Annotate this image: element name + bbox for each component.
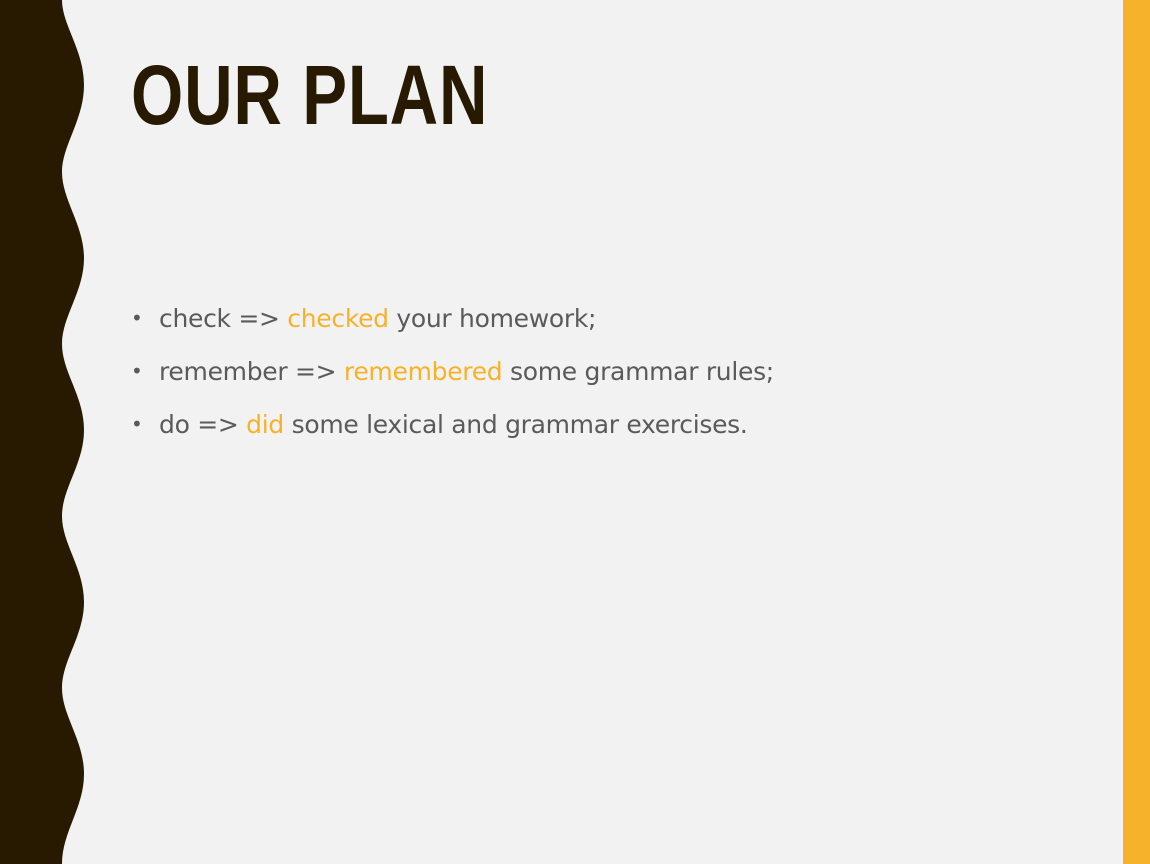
bullet-dot-icon: • bbox=[131, 306, 143, 330]
bullet-list bbox=[131, 292, 774, 451]
right-accent-bar bbox=[1123, 0, 1150, 864]
bullet-text-before: do => bbox=[159, 410, 247, 439]
wave-shape bbox=[0, 0, 84, 864]
bullet-text-after: your homework; bbox=[388, 304, 597, 333]
bullet-item bbox=[131, 292, 774, 345]
bullet-dot-icon: • bbox=[131, 412, 143, 436]
bullet-highlight: did bbox=[246, 410, 284, 439]
bullet-highlight: checked bbox=[287, 304, 389, 333]
bullet-text-after: some lexical and grammar exercises. bbox=[283, 410, 748, 439]
bullet-item bbox=[131, 345, 774, 398]
bullet-text-before: check => bbox=[159, 304, 288, 333]
bullet-highlight: remembered bbox=[343, 357, 503, 386]
bullet-dot-icon: • bbox=[131, 359, 143, 383]
bullet-item bbox=[131, 398, 774, 451]
bullet-text-before: remember => bbox=[159, 357, 344, 386]
wavy-left-band bbox=[0, 0, 100, 864]
bullet-text-after: some grammar rules; bbox=[502, 357, 774, 386]
slide-title: OUR PLAN bbox=[131, 48, 489, 142]
